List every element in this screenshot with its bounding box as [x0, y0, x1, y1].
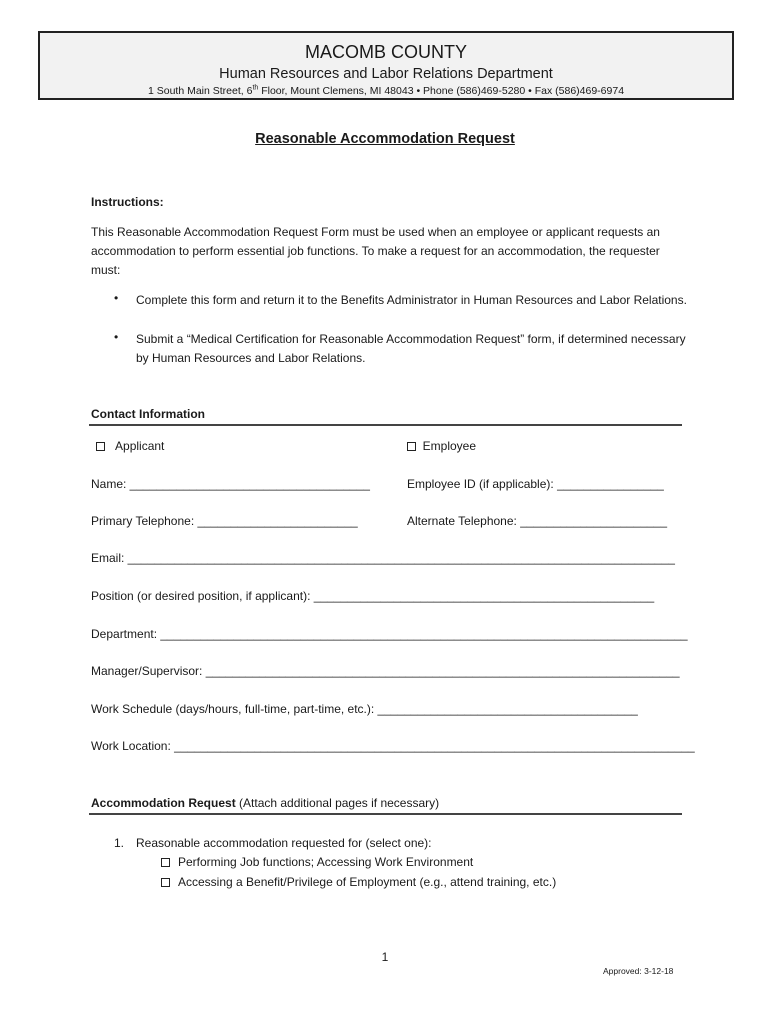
email-field[interactable]: Email: __________________________________________________________________________________: [91, 551, 675, 565]
employee-checkbox[interactable]: [407, 442, 416, 451]
option-checkbox-benefit[interactable]: [161, 878, 170, 887]
applicant-checkbox[interactable]: [96, 442, 105, 451]
instruction-bullet: Submit a “Medical Certification for Reasonable Accommodation Request” form, if determined necessary by Human Resources and Labor Relations.: [136, 332, 686, 365]
employee-label: Employee: [422, 439, 477, 453]
question-number: 1.: [114, 836, 125, 850]
section-divider: [89, 424, 682, 426]
work-schedule-field[interactable]: Work Schedule (days/hours, full-time, part-time, etc.): _______________________________________: [91, 702, 638, 716]
address-part-1: 1 South Main Street, 6: [147, 85, 253, 97]
accommodation-note: (Attach additional pages if necessary): [235, 796, 440, 810]
address-part-2: Floor, Mount Clemens, MI 48043 • Phone (586)469-5280 • Fax (586)469-6974: [258, 85, 625, 97]
primary-phone-field[interactable]: Primary Telephone: ________________________: [91, 514, 358, 528]
accommodation-heading: Accommodation Request: [91, 796, 236, 810]
employee-id-field[interactable]: Employee ID (if applicable): ________________: [407, 477, 664, 491]
employee-option[interactable]: [407, 439, 476, 453]
alternate-phone-field[interactable]: Alternate Telephone: ______________________: [407, 514, 668, 528]
accommodation-heading-line: [91, 796, 439, 810]
option-label-benefit: Accessing a Benefit/Privilege of Employment (e.g., attend training, etc.): [178, 875, 557, 889]
name-field[interactable]: Name: ____________________________________: [91, 477, 370, 491]
page-number: 1: [381, 950, 389, 964]
option-checkbox-job-functions[interactable]: [161, 858, 170, 867]
instructions-body: This Reasonable Accommodation Request Form must be used when an employee or applicant requests an accommodation to perform essential job functions. To make a request for an accommodation, the requester must:: [91, 225, 660, 277]
section-divider: [89, 813, 682, 815]
bullet-icon: •: [114, 330, 119, 344]
approval-date: Approved: 3-12-18: [603, 966, 674, 976]
org-name: MACOMB COUNTY: [305, 42, 467, 62]
manager-field[interactable]: Manager/Supervisor: _______________________________________________________________________: [91, 664, 680, 678]
applicant-label: Applicant: [115, 439, 165, 453]
option-label-job-functions: Performing Job functions; Accessing Work Environment: [178, 855, 474, 869]
question-text: Reasonable accommodation requested for (select one):: [136, 836, 432, 850]
bullet-icon: •: [114, 291, 119, 305]
instructions-heading: Instructions:: [91, 195, 164, 209]
position-field[interactable]: Position (or desired position, if applicant): ___________________________________________________: [91, 589, 655, 603]
instruction-bullet: Complete this form and return it to the Benefits Administrator in Human Resources and Labor Relations.: [136, 293, 687, 307]
applicant-option[interactable]: [96, 439, 164, 453]
letterhead-box: [38, 31, 734, 100]
contact-heading: Contact Information: [91, 407, 205, 421]
address-line: [40, 85, 732, 97]
department-name: Human Resources and Labor Relations Department: [219, 66, 553, 82]
document-title: Reasonable Accommodation Request: [255, 131, 515, 147]
work-location-field[interactable]: Work Location: ______________________________________________________________________________: [91, 739, 695, 753]
department-field[interactable]: Department: _______________________________________________________________________________: [91, 627, 688, 641]
address-superscript: th: [252, 84, 259, 92]
